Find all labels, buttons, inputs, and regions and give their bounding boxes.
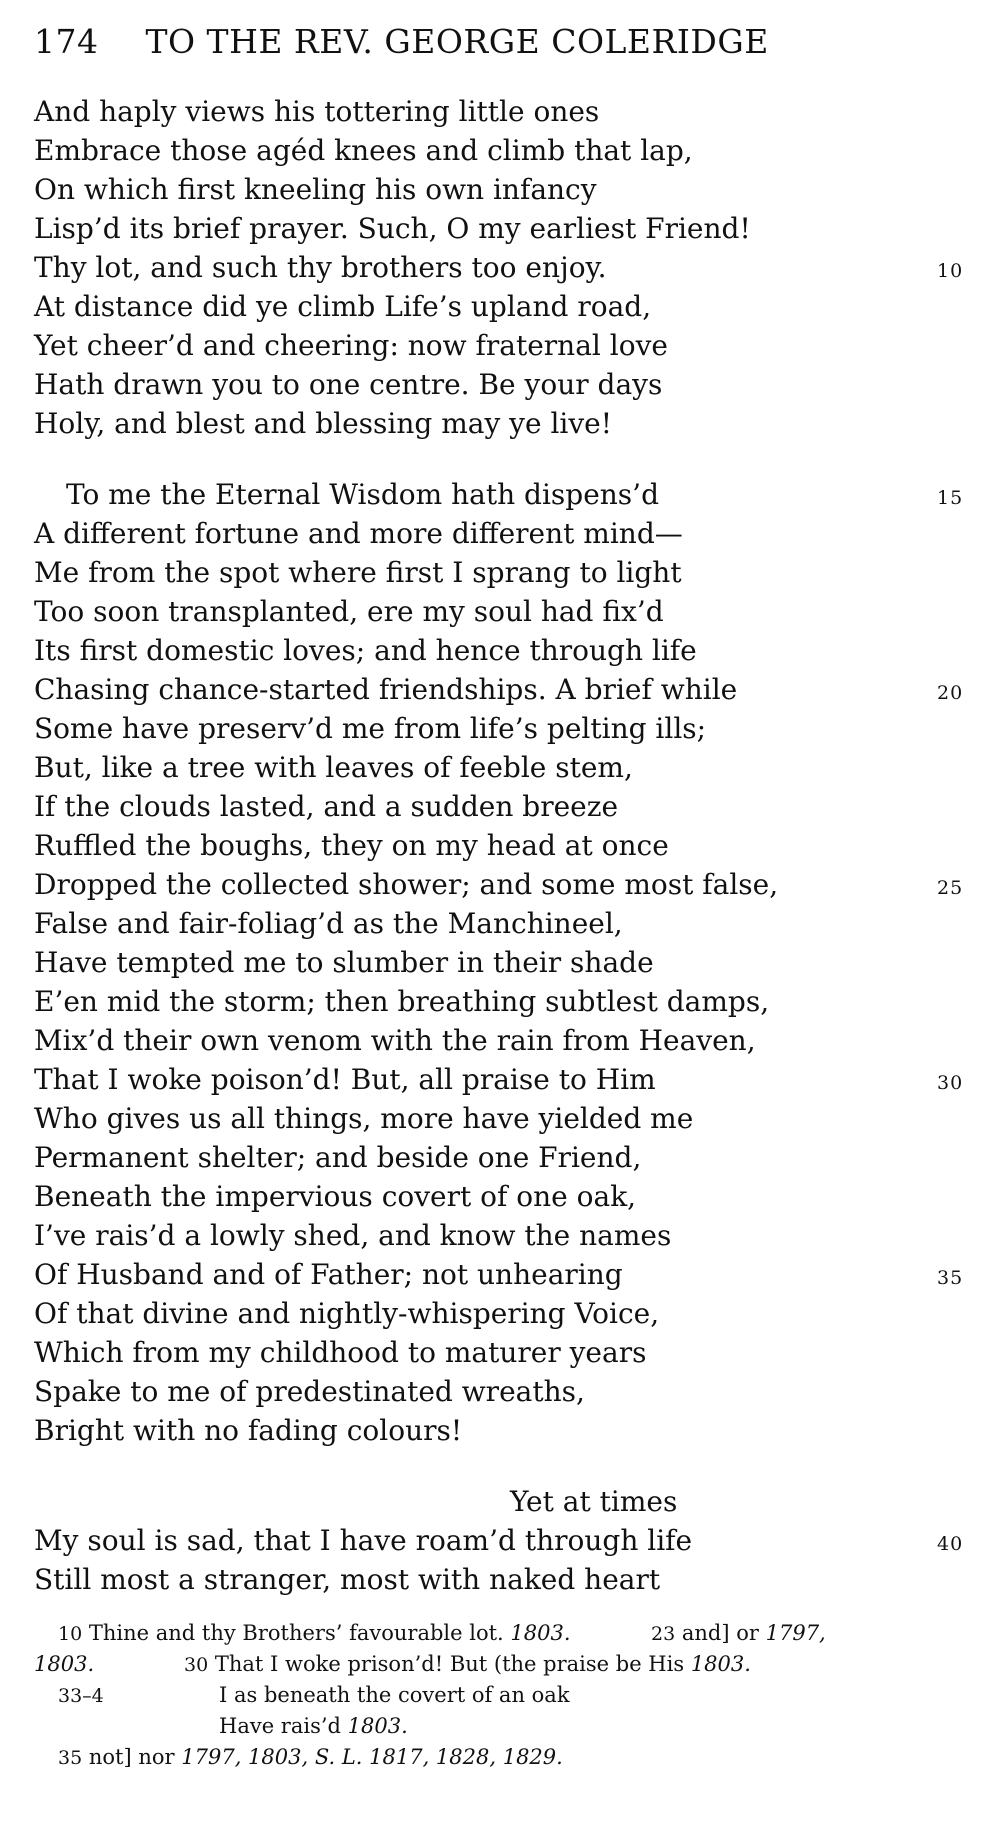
- line-text: Chasing chance-started friendships. A brief while: [34, 673, 738, 706]
- line-text: A different fortune and more different mind—: [34, 517, 683, 550]
- page-number: 174: [34, 22, 99, 61]
- line-text: If the clouds lasted, and a sudden breeze: [34, 790, 619, 823]
- line-text: Spake to me of predestinated wreaths,: [34, 1375, 585, 1408]
- note-number: 23: [651, 1623, 676, 1645]
- poem-line: [34, 553, 964, 592]
- poem-line: [34, 209, 964, 248]
- line-number: 10: [937, 260, 964, 282]
- line-text: Still most a stranger, most with naked heart: [34, 1563, 661, 1596]
- line-number: 35: [937, 1267, 964, 1289]
- note-line: [34, 1618, 964, 1649]
- poem-line: [34, 1333, 964, 1372]
- poem-line: [34, 1521, 964, 1560]
- poem-line: [34, 475, 964, 514]
- line-text: Thy lot, and such thy brothers too enjoy.: [34, 251, 607, 284]
- note-line: [34, 1649, 964, 1680]
- page-header: [34, 22, 769, 61]
- note-text: Thine and thy Brothers’ favourable lot.: [88, 1621, 504, 1645]
- poem-line: [34, 943, 964, 982]
- note-number: 30: [184, 1654, 209, 1676]
- poem-line: [34, 514, 964, 553]
- line-text: Which from my childhood to maturer years: [34, 1336, 647, 1369]
- poem-line: [34, 670, 964, 709]
- line-text: Hath drawn you to one centre. Be your days: [34, 368, 663, 401]
- poem-line: [34, 131, 964, 170]
- line-text: Me from the spot where first I sprang to light: [34, 556, 682, 589]
- poem-line: [34, 1099, 964, 1138]
- poem-line: [34, 1411, 964, 1450]
- poem-line: [34, 865, 964, 904]
- line-text: And haply views his tottering little ones: [34, 95, 600, 128]
- line-text: Yet at times: [510, 1485, 678, 1518]
- poem-line: [34, 904, 964, 943]
- note-number: 35: [58, 1747, 83, 1769]
- poem-line: [34, 1560, 964, 1599]
- line-text: Bright with no fading colours!: [34, 1414, 463, 1447]
- poem-line: [34, 1177, 964, 1216]
- poem-line: [34, 826, 964, 865]
- poem-line: [34, 1255, 964, 1294]
- line-text: I’ve rais’d a lowly shed, and know the names: [34, 1219, 672, 1252]
- line-number: 15: [937, 487, 964, 509]
- line-text: False and fair-foliag’d as the Manchineel,: [34, 907, 623, 940]
- page-title: TO THE REV. GEORGE COLERIDGE: [145, 22, 769, 61]
- poem-line: [34, 170, 964, 209]
- note-text: and] or: [681, 1621, 759, 1645]
- note-source: 1803.: [510, 1621, 571, 1645]
- poem-line: [34, 592, 964, 631]
- poem-body: [34, 92, 964, 1599]
- poem-line: [34, 709, 964, 748]
- footnotes: [34, 1618, 964, 1773]
- line-number: 40: [937, 1533, 964, 1555]
- note-text: That I woke prison’d! But (the praise be His: [214, 1652, 685, 1676]
- line-text: At distance did ye climb Life’s upland road,: [34, 290, 652, 323]
- line-number: 25: [937, 877, 964, 899]
- line-text: Of Husband and of Father; not unhearing: [34, 1258, 623, 1291]
- line-text: Who gives us all things, more have yielded me: [34, 1102, 694, 1135]
- line-text: Holy, and blest and blessing may ye live!: [34, 407, 613, 440]
- note-text: not] nor: [88, 1745, 175, 1769]
- note-number: 33–4: [58, 1685, 104, 1707]
- poem-line: [34, 982, 964, 1021]
- line-text: Mix’d their own venom with the rain from Heaven,: [34, 1024, 756, 1057]
- line-text: Embrace those agéd knees and climb that lap,: [34, 134, 693, 167]
- line-text: Dropped the collected shower; and some most false,: [34, 868, 779, 901]
- poem-line: [34, 287, 964, 326]
- line-number: 30: [937, 1072, 964, 1094]
- poem-line: [34, 1021, 964, 1060]
- line-text: Too soon transplanted, ere my soul had fix’d: [34, 595, 664, 628]
- note-text: Have rais’d: [219, 1714, 341, 1738]
- note-number: 10: [58, 1623, 83, 1645]
- note-line: [34, 1742, 964, 1773]
- line-text: Have tempted me to slumber in their shade: [34, 946, 654, 979]
- line-text: Some have preserv’d me from life’s pelting ills;: [34, 712, 707, 745]
- poem-line: [34, 1138, 964, 1177]
- note-source: 1803.: [34, 1652, 95, 1676]
- poem-line: [34, 326, 964, 365]
- line-text: Of that divine and nightly-whispering Voice,: [34, 1297, 660, 1330]
- poem-line: [34, 1216, 964, 1255]
- poem-line: [34, 92, 964, 131]
- stanza-break: [34, 443, 964, 475]
- note-line: [34, 1711, 964, 1742]
- line-text: Ruffled the boughs, they on my head at once: [34, 829, 669, 862]
- line-text: To me the Eternal Wisdom hath dispens’d: [66, 478, 659, 511]
- note-source: 1797, 1803, S. L. 1817, 1828, 1829.: [181, 1745, 563, 1769]
- note-text: I as beneath the covert of an oak: [219, 1683, 570, 1707]
- poem-line: [34, 365, 964, 404]
- note-source: 1803.: [690, 1652, 751, 1676]
- line-text: On which first kneeling his own infancy: [34, 173, 597, 206]
- poem-line: [34, 1372, 964, 1411]
- poem-line: [34, 748, 964, 787]
- line-text: Yet cheer’d and cheering: now fraternal love: [34, 329, 668, 362]
- line-text: Beneath the impervious covert of one oak,: [34, 1180, 637, 1213]
- note-source: 1803.: [347, 1714, 408, 1738]
- line-text: Permanent shelter; and beside one Friend,: [34, 1141, 642, 1174]
- poem-line: [34, 631, 964, 670]
- poem-line: [34, 248, 964, 287]
- poem-line: [34, 1482, 964, 1521]
- line-text: E’en mid the storm; then breathing subtlest damps,: [34, 985, 770, 1018]
- line-text: Its first domestic loves; and hence through life: [34, 634, 697, 667]
- line-text: My soul is sad, that I have roam’d through life: [34, 1524, 693, 1557]
- line-text: Lisp’d its brief prayer. Such, O my earliest Friend!: [34, 212, 751, 245]
- poem-line: [34, 404, 964, 443]
- poem-line: [34, 787, 964, 826]
- line-text: That I woke poison’d! But, all praise to Him: [34, 1063, 656, 1096]
- note-source: 1797,: [765, 1621, 826, 1645]
- line-text: But, like a tree with leaves of feeble stem,: [34, 751, 633, 784]
- line-number: 20: [937, 682, 964, 704]
- note-line: [34, 1680, 964, 1711]
- poem-line: [34, 1294, 964, 1333]
- poem-line: [34, 1060, 964, 1099]
- stanza-break: [34, 1450, 964, 1482]
